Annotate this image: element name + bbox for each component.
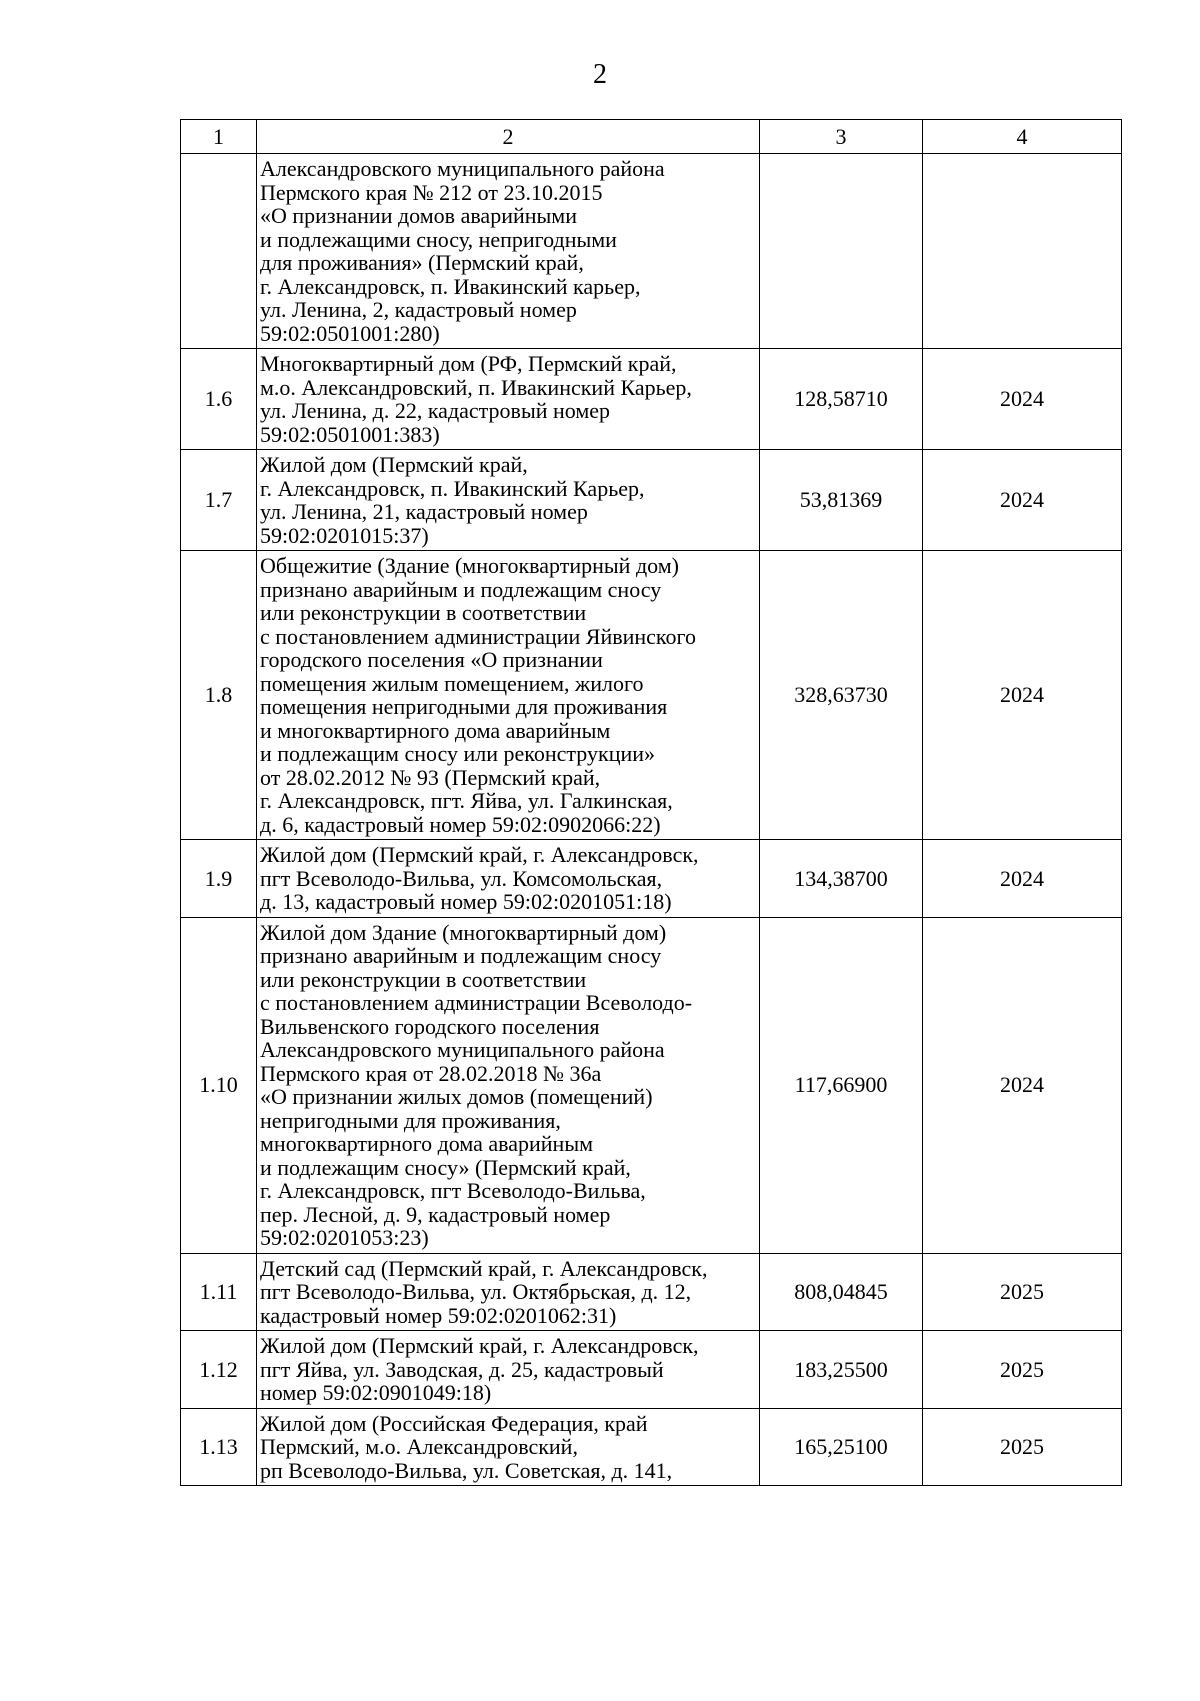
row-number-cell: 1.9 (181, 840, 257, 918)
description-line: Многоквартирный дом (РФ, Пермский край, (260, 351, 677, 376)
row-number-cell: 1.12 (181, 1331, 257, 1409)
object-description-cell (257, 1408, 760, 1486)
description-line: рп Всеволодо-Вильва, ул. Советская, д. 141, (260, 1457, 673, 1483)
description-line: и подлежащими сносу, непригодными (260, 226, 617, 252)
row-number-cell: 1.13 (181, 1408, 257, 1486)
description-line: Пермского края от 28.02.2018 № 36а (260, 1060, 602, 1086)
description-line: д. 13, кадастровый номер 59:02:0201051:18) (260, 889, 672, 914)
table-header-row (181, 120, 1122, 154)
description-line: д. 6, кадастровый номер 59:02:0902066:22) (260, 811, 661, 837)
row-number-cell (181, 154, 257, 349)
cost-cell: 53,81369 (760, 450, 923, 551)
table-row (181, 1408, 1122, 1486)
description-line: с постановлением администрации Яйвинского (260, 623, 696, 649)
description-line: 59:02:0201015:37) (260, 522, 429, 548)
cost-cell: 328,63730 (760, 551, 923, 840)
year-cell: 2024 (923, 840, 1122, 918)
object-description-cell (257, 551, 760, 840)
description-line: ул. Ленина, 21, кадастровый номер (260, 499, 588, 524)
description-line: кадастровый номер 59:02:0201062:31) (260, 1302, 617, 1328)
description-line: городского поселения «О признании (260, 647, 603, 672)
description-line: номер 59:02:0901049:18) (260, 1380, 492, 1405)
object-description-cell (257, 917, 760, 1253)
column-header-1: 1 (181, 120, 257, 154)
column-header-4: 4 (923, 120, 1122, 154)
description-line: Жилой дом (Пермский край, г. Александровск, (260, 1333, 699, 1358)
row-number-cell: 1.11 (181, 1253, 257, 1331)
description-line: Жилой дом Здание (многоквартирный дом) (260, 919, 667, 945)
cost-cell: 128,58710 (760, 349, 923, 450)
table-row (181, 154, 1122, 349)
description-line: пер. Лесной, д. 9, кадастровый номер (260, 1201, 611, 1227)
description-line: 59:02:0501001:280) (260, 320, 440, 346)
description-line: ул. Ленина, д. 22, кадастровый номер (260, 398, 611, 423)
cost-cell (760, 154, 923, 349)
description-line: г. Александровск, пгт. Яйва, ул. Галкинская, (260, 788, 673, 813)
column-header-2: 2 (257, 120, 760, 154)
cost-cell: 134,38700 (760, 840, 923, 918)
description-line: Общежитие (Здание (многоквартирный дом) (260, 553, 679, 578)
object-description-cell (257, 450, 760, 551)
description-line: Жилой дом (Пермский край, г. Александровск, (260, 842, 699, 867)
cost-cell: 808,04845 (760, 1253, 923, 1331)
description-line: от 28.02.2012 № 93 (Пермский край, (260, 764, 601, 790)
year-cell: 2024 (923, 349, 1122, 450)
description-line: или реконструкции в соответствии (260, 966, 587, 992)
object-description-cell (257, 1331, 760, 1409)
description-line: непригодными для проживания, (260, 1107, 561, 1133)
cost-cell: 117,66900 (760, 917, 923, 1253)
description-line: 59:02:0501001:383) (260, 421, 440, 447)
row-number-cell: 1.10 (181, 917, 257, 1253)
description-line: с постановлением администрации Всеволодо- (260, 990, 693, 1015)
object-description-cell (257, 840, 760, 918)
description-line: «О признании домов аварийными (260, 203, 577, 228)
description-line: Александровского муниципального района (260, 156, 665, 181)
table-row (181, 551, 1122, 840)
table-row (181, 450, 1122, 551)
description-line: м.о. Александровский, п. Ивакинский Карьер, (260, 374, 692, 400)
year-cell: 2025 (923, 1253, 1122, 1331)
description-line: признано аварийным и подлежащим сносу (260, 943, 662, 968)
description-line: пгт Яйва, ул. Заводская, д. 25, кадастровый (260, 1356, 664, 1382)
description-line: ул. Ленина, 2, кадастровый номер (260, 297, 577, 322)
year-cell: 2024 (923, 551, 1122, 840)
object-description-cell (257, 1253, 760, 1331)
year-cell: 2025 (923, 1408, 1122, 1486)
table-row (181, 840, 1122, 918)
year-cell: 2024 (923, 450, 1122, 551)
year-cell (923, 154, 1122, 349)
description-line: Детский сад (Пермский край, г. Александровск, (260, 1255, 708, 1281)
description-line: признано аварийным и подлежащим сносу (260, 576, 662, 602)
table-row (181, 917, 1122, 1253)
cost-cell: 183,25500 (760, 1331, 923, 1409)
table-row (181, 1331, 1122, 1409)
row-number-cell: 1.7 (181, 450, 257, 551)
column-header-3: 3 (760, 120, 923, 154)
description-line: г. Александровск, пгт Всеволодо-Вильва, (260, 1178, 646, 1203)
table-body (181, 154, 1122, 1486)
description-line: или реконструкции в соответствии (260, 600, 587, 625)
description-line: Пермского края № 212 от 23.10.2015 (260, 179, 603, 205)
description-line: 59:02:0201053:23) (260, 1225, 429, 1250)
description-line: пгт Всеволодо-Вильва, ул. Комсомольская, (260, 865, 663, 891)
description-line: Жилой дом (Пермский край, (260, 452, 528, 477)
description-line: пгт Всеволодо-Вильва, ул. Октябрьская, д. 12, (260, 1279, 692, 1304)
description-line: помещения жилым помещением, жилого (260, 670, 644, 696)
description-line: г. Александровск, п. Ивакинский карьер, (260, 273, 641, 299)
table-row (181, 349, 1122, 450)
description-line: и многоквартирного дома аварийным (260, 717, 611, 743)
description-line: Пермский, м.о. Александровский, (260, 1434, 578, 1459)
year-cell: 2025 (923, 1331, 1122, 1409)
description-line: Жилой дом (Российская Федерация, край (260, 1410, 648, 1436)
description-line: Вильвенского городского поселения (260, 1013, 600, 1039)
description-line: многоквартирного дома аварийным (260, 1131, 594, 1156)
year-cell: 2024 (923, 917, 1122, 1253)
object-description-cell (257, 349, 760, 450)
page-number: 2 (593, 59, 607, 90)
row-number-cell: 1.8 (181, 551, 257, 840)
description-line: Александровского муниципального района (260, 1037, 665, 1062)
row-number-cell: 1.6 (181, 349, 257, 450)
object-description-cell (257, 154, 760, 349)
description-line: для проживания» (Пермский край, (260, 250, 584, 275)
description-line: помещения непригодными для проживания (260, 694, 668, 719)
objects-table (180, 119, 1122, 1486)
description-line: и подлежащим сносу или реконструкции» (260, 741, 656, 766)
description-line: «О признании жилых домов (помещений) (260, 1084, 653, 1109)
table-row (181, 1253, 1122, 1331)
cost-cell: 165,25100 (760, 1408, 923, 1486)
description-line: и подлежащим сносу» (Пермский край, (260, 1154, 631, 1180)
description-line: г. Александровск, п. Ивакинский Карьер, (260, 475, 645, 501)
